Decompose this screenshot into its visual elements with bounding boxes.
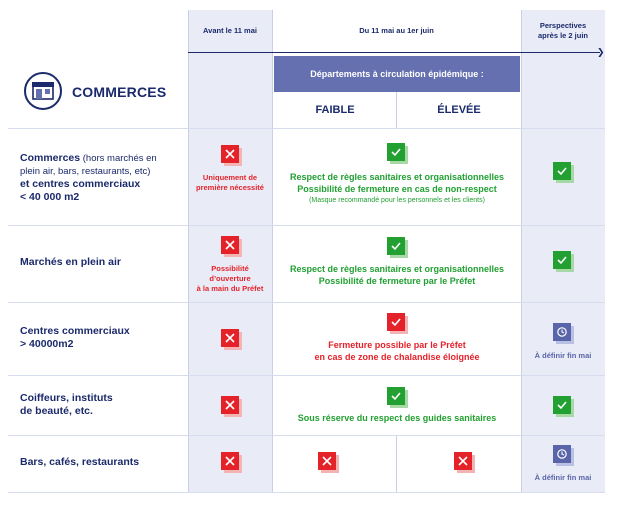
- status-forbidden-icon: [318, 452, 338, 472]
- avant-note: Uniquement de première nécessité: [196, 173, 264, 192]
- status-allowed-icon: [553, 251, 573, 271]
- subheader-elevee: ÉLEVÉE: [437, 104, 481, 116]
- clock-icon: [553, 445, 573, 465]
- row-label-centres-commerciaux: Centres commerciaux > 40000m2: [20, 325, 130, 350]
- arrow-right-icon: ❯: [597, 47, 605, 57]
- periode-note: Respect de règles sanitaires et organisationnelles Possibilité de fermeture par le Préfet: [289, 264, 505, 286]
- status-forbidden-icon: [221, 452, 241, 472]
- row-divider: [8, 492, 605, 493]
- status-forbidden-icon: [387, 313, 407, 333]
- subcolumn-divider: [396, 435, 397, 492]
- departements-banner: Départements à circulation épidémique :: [274, 56, 520, 92]
- status-allowed-icon: [553, 162, 573, 182]
- status-forbidden-icon: [221, 329, 241, 349]
- status-forbidden-icon: [454, 452, 474, 472]
- row-label-commerces: Commerces (hors marchés en plein air, bars, restaurants, etc) et centres commerciaux < 40 000 m2: [20, 152, 157, 203]
- storefront-icon: [24, 72, 62, 110]
- status-allowed-icon: [387, 143, 407, 163]
- row-divider: [8, 225, 605, 226]
- column-header-avant: Avant le 11 mai: [203, 26, 257, 35]
- row-label-marches: Marchés en plein air: [20, 256, 121, 268]
- row-divider: [8, 435, 605, 436]
- row-divider: [8, 302, 605, 303]
- status-allowed-icon: [387, 237, 407, 257]
- column-divider: [272, 10, 273, 492]
- column-header-perspectives: Perspectives après le 2 juin: [537, 21, 589, 40]
- status-allowed-icon: [553, 396, 573, 416]
- section-title: COMMERCES: [72, 84, 167, 100]
- periode-note: Sous réserve du respect des guides sanitaires: [297, 413, 497, 423]
- row-label-coiffeurs: Coiffeurs, instituts de beauté, etc.: [20, 392, 113, 417]
- column-divider: [188, 10, 189, 492]
- status-forbidden-icon: [221, 145, 241, 165]
- clock-icon: [553, 323, 573, 343]
- column-divider: [521, 10, 522, 492]
- status-allowed-icon: [387, 387, 407, 407]
- subheader-faible: FAIBLE: [315, 104, 355, 116]
- row-divider: [8, 375, 605, 376]
- avant-note: Possibilité d’ouverture à la main du Préfet: [196, 264, 264, 293]
- perspectives-note: À définir fin mai: [534, 351, 592, 360]
- status-forbidden-icon: [221, 396, 241, 416]
- row-divider: [8, 128, 605, 129]
- column-header-periode: Du 11 mai au 1er juin: [359, 26, 434, 35]
- perspectives-note: À définir fin mai: [534, 473, 592, 482]
- timeline-axis: [188, 52, 600, 53]
- periode-note: Fermeture possible par le Préfet en cas de zone de chalandise éloignée: [314, 340, 480, 362]
- status-forbidden-icon: [221, 236, 241, 256]
- periode-note: Respect de règles sanitaires et organisationnelles Possibilité de fermeture en cas de non-respect (Masque recommandé pour les personnels et les clients): [289, 172, 505, 204]
- row-label-bars: Bars, cafés, restaurants: [20, 456, 140, 468]
